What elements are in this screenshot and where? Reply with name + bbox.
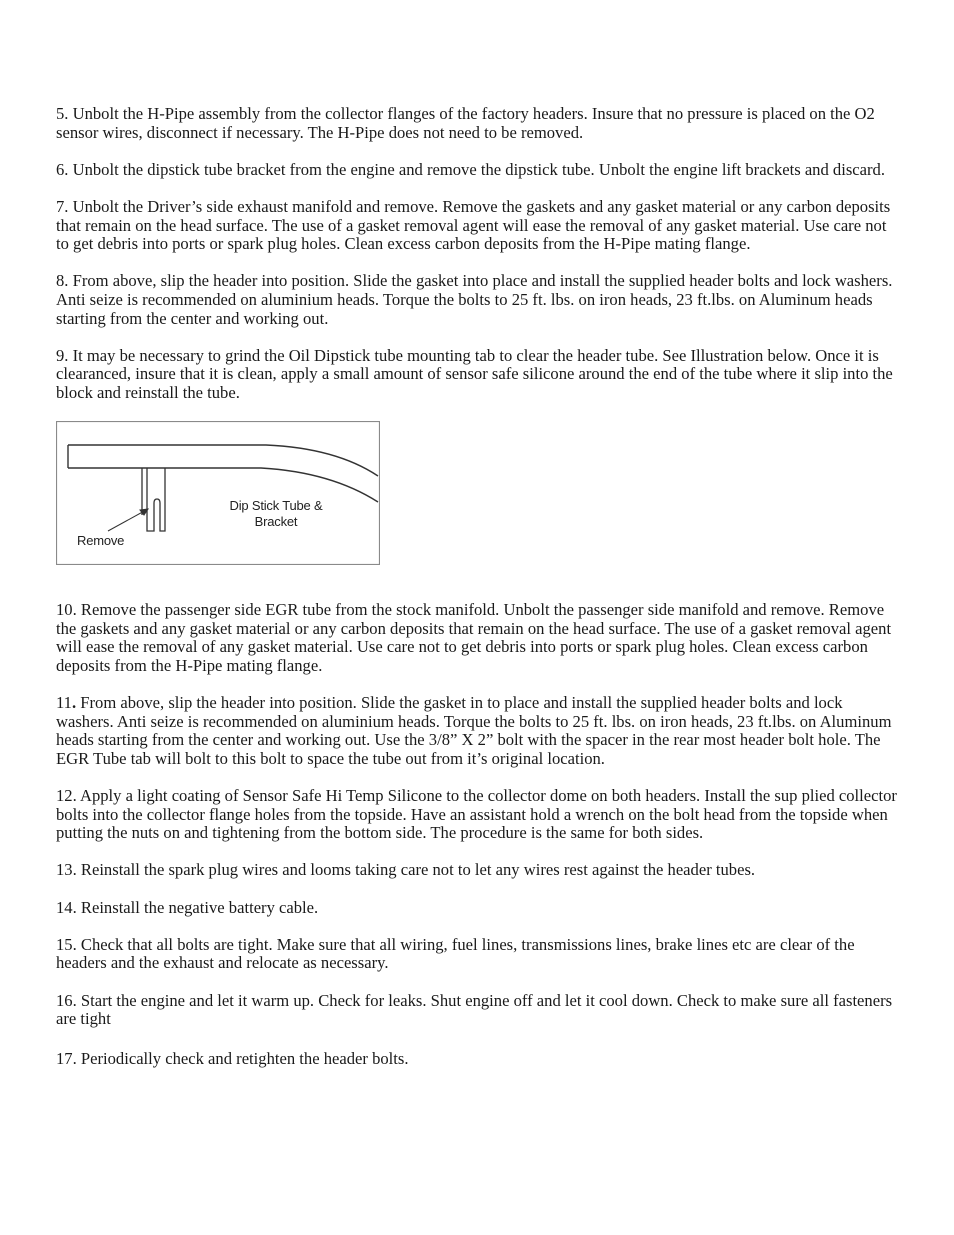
step-9: 9. It may be necessary to grind the Oil Dipstick tube mounting tab to clear the header tube. See Illustration below. Once it is clearanced, insure that it is clean, apply a small amount of sensor safe silicone around the end of the tube where it slip into the block and reinstall the tube. [56, 345, 893, 402]
step-11-number: 11 [56, 693, 72, 713]
step-16: 16. Start the engine and let it warm up. Check for leaks. Shut engine off and let it cool down. Check to make sure all fasteners are tight [56, 990, 893, 1029]
dipstick-label-line1: Dip Stick Tube & [229, 498, 323, 514]
step-7: 7. Unbolt the Driver’s side exhaust manifold and remove. Remove the gaskets and any gasket material or any carbon deposits that remain on the head surface. The use of a gasket removal agent will ease the removal of any gasket material. Use care not to get debris into ports or spark plug holes. Clean excess carbon deposits from the H-Pipe mating flange. [56, 196, 891, 254]
dipstick-label-line2: Bracket [254, 514, 298, 530]
step-13: 13. Reinstall the spark plug wires and looms taking care not to let any wires rest against the header tubes. [56, 860, 756, 880]
step-11-text: From above, slip the header into position. Slide the gasket in to place and install the supplied header bolts and lock washers. Anti seize is recommended on aluminium heads. Torque the bolts to 25 ft. lbs. on iron heads, 23 ft.lbs. on Aluminum heads starting from the center and working out. Use the 3/8” X 2” bolt with the spacer in the rear most header bolt hole. The EGR Tube tab will bolt to this bolt to space the tube out from it’s original location. [56, 693, 892, 768]
dipstick-label [221, 498, 331, 530]
step-15: 15. Check that all bolts are tight. Make sure that all wiring, fuel lines, transmissions lines, brake lines etc are clear of the headers and the exhaust and relocate as necessary. [56, 934, 855, 973]
step-8: 8. From above, slip the header into position. Slide the gasket into place and install the supplied header bolts and lock washers. Anti seize is recommended on aluminium heads. Torque the bolts to 25 ft. lbs. on iron heads, 23 ft.lbs. on Aluminum heads starting from the center and working out. [56, 271, 893, 328]
step-6: 6. Unbolt the dipstick tube bracket from the engine and remove the dipstick tube. Unbolt the engine lift brackets and discard. [56, 159, 885, 179]
step-14: 14. Reinstall the negative battery cable. [56, 897, 319, 917]
remove-label: Remove [77, 533, 125, 549]
step-5: 5. Unbolt the H-Pipe assembly from the collector flanges of the factory headers. Insure that no pressure is placed on the O2 sensor wires, disconnect if necessary. The H-Pipe does not need to be removed. [56, 104, 875, 142]
step-10: 10. Remove the passenger side EGR tube from the stock manifold. Unbolt the passenger side manifold and remove. Remove the gaskets and any gasket material or any carbon deposits that remain on the head surface. The use of a gasket removal agent will ease the removal of any gasket material. Use care not to get debris into ports or spark plug holes. Clean excess carbon deposits from the H-Pipe mating flange. [56, 600, 892, 675]
step-11-dot: . [71, 693, 77, 713]
instruction-page [56, 105, 900, 1087]
step-17: 17. Periodically check and retighten the header bolts. [56, 1048, 409, 1068]
dipstick-tube-illustration [56, 421, 380, 565]
step-12: 12. Apply a light coating of Sensor Safe Hi Temp Silicone to the collector dome on both headers. Install the sup plied collector bolts into the collector flange holes from the topside. Have an assistant hold a wrench on the bolt head from the topside when putting the nuts on and tightening from the bottom side. The procedure is the same for both sides. [56, 786, 897, 843]
step-11 [56, 694, 900, 768]
